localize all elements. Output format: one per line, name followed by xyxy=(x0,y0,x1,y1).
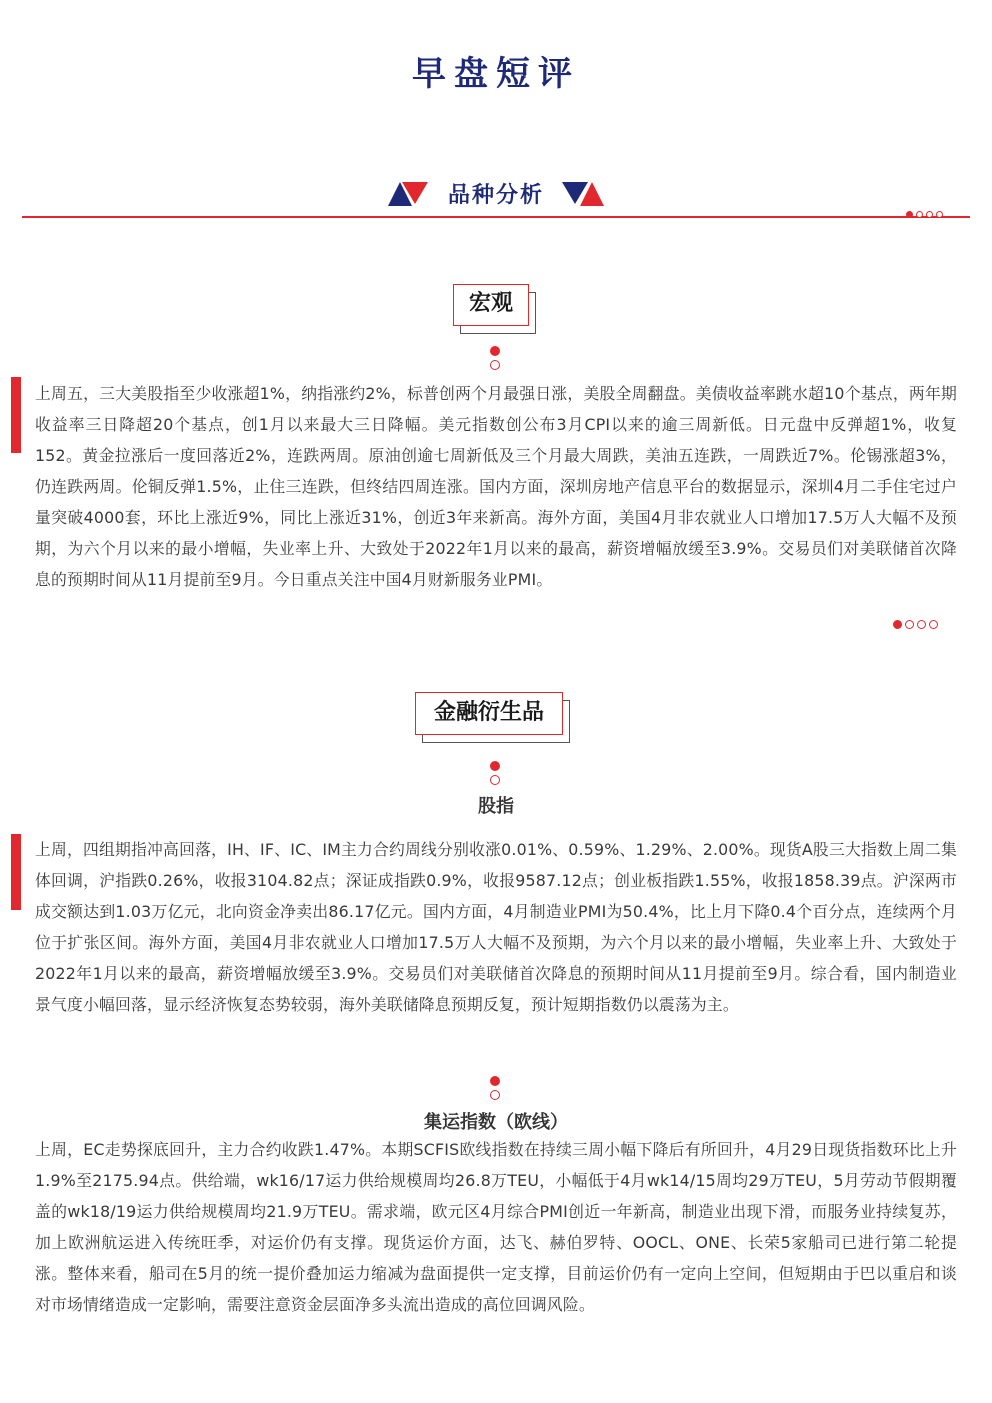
subsection-dots xyxy=(490,1076,502,1104)
accent-bar xyxy=(11,834,21,910)
page-title: 早盘短评 xyxy=(412,54,580,94)
dot-icon xyxy=(490,1090,500,1100)
divider-dots xyxy=(906,211,943,218)
macro-heading: 宏观 xyxy=(453,284,529,326)
accent-bar xyxy=(11,377,21,453)
dot-icon xyxy=(936,211,943,218)
section-banner xyxy=(0,176,992,212)
dot-icon xyxy=(916,211,923,218)
dot-icon xyxy=(926,211,933,218)
section-banner-title: 品种分析 xyxy=(447,183,544,208)
section-end-dots xyxy=(893,620,938,629)
dot-icon xyxy=(490,1076,500,1086)
financial-heading: 金融衍生品 xyxy=(415,692,563,735)
dot-icon xyxy=(905,620,914,629)
dot-icon xyxy=(490,346,500,356)
dot-icon xyxy=(490,761,500,771)
heading-dots xyxy=(490,346,502,374)
section-divider xyxy=(22,216,970,218)
stock-index-body: 上周，四组期指冲高回落，IH、IF、IC、IM主力合约周线分别收涨0.01%、0.59%、1.29%、2.00%。现货A股三大指数上周二集体回调，沪指跌0.26%，收报3104.82点；深证成指跌0.9%，收报9587.12点；创业板指跌1.55%，收报1858.39点。沪深两市成交额达到1.03万亿元，北向资金净卖出86.17亿元。国内方面，4月制造业PMI为50.4%，比上月下降0.4个百分点，连续两个月位于扩张区间。海外方面，美国4月非农就业人口增加17.5万人大幅不及预期，为六个月以来的最小增幅，失业率上升、大致处于2022年1月以来的最高，薪资增幅放缓至3.9%。交易员们对美联储首次降息的预期时间从11月提前至9月。综合看，国内制造业景气度小幅回落，显示经济恢复态势较弱，海外美联储降息预期反复，预计短期指数仍以震荡为主。 xyxy=(35,840,957,1014)
heading-dots xyxy=(490,761,502,789)
container-index-body: 上周，EC走势探底回升，主力合约收跌1.47%。本期SCFIS欧线指数在持续三周小幅下降后有所回升，4月29日现货指数环比上升1.9%至2175.94点。供给端，wk16/17运力供给规模周均26.8万TEU，小幅低于4月wk14/15周均29万TEU，5月劳动节假期覆盖的wk18/19运力供给规模周均21.9万TEU。需求端，欧元区4月综合PMI创近一年新高，制造业出现下滑，而服务业持续复苏，加上欧洲航运进入传统旺季，对运价仍有支撑。现货运价方面，达飞、赫伯罗特、OOCL、ONE、长荣5家船司已进行第二轮提涨。整体来看，船司在5月的统一提价叠加运力缩减为盘面提供一定支撑，目前运价仍有一定向上空间，但短期由于巴以重启和谈对市场情绪造成一定影响，需要注意资金层面净多头流出造成的高位回调风险。 xyxy=(35,1140,957,1314)
dot-icon xyxy=(490,360,500,370)
dot-icon xyxy=(490,775,500,785)
dot-icon xyxy=(917,620,926,629)
banner-right-triangles-icon xyxy=(562,182,606,206)
dot-icon xyxy=(929,620,938,629)
dot-icon xyxy=(906,211,913,218)
container-index-subheading: 集运指数（欧线） xyxy=(424,1112,568,1133)
dot-icon xyxy=(893,620,902,629)
stock-index-subheading: 股指 xyxy=(478,796,514,817)
macro-body: 上周五，三大美股指至少收涨超1%，纳指涨约2%，标普创两个月最强日涨，美股全周翻盘。美债收益率跳水超10个基点，两年期收益率三日降超20个基点，创1月以来最大三日降幅。美元指数创公布3月CPI以来的逾三周新低。日元盘中反弹超1%，收复152。黄金拉涨后一度回落近2%，连跌两周。原油创逾七周新低及三个月最大周跌，美油五连跌，一周跌近7%。伦锡涨超3%，仍连跌两周。伦铜反弹1.5%，止住三连跌，但终结四周连涨。国内方面，深圳房地产信息平台的数据显示，深圳4月二手住宅过户量突破4000套，环比上涨近9%，同比上涨近31%，创近3年来新高。海外方面，美国4月非农就业人口增加17.5万人大幅不及预期，为六个月以来的最小增幅，失业率上升、大致处于2022年1月以来的最高，薪资增幅放缓至3.9%。交易员们对美联储首次降息的预期时间从11月提前至9月。今日重点关注中国4月财新服务业PMI。 xyxy=(35,384,957,589)
